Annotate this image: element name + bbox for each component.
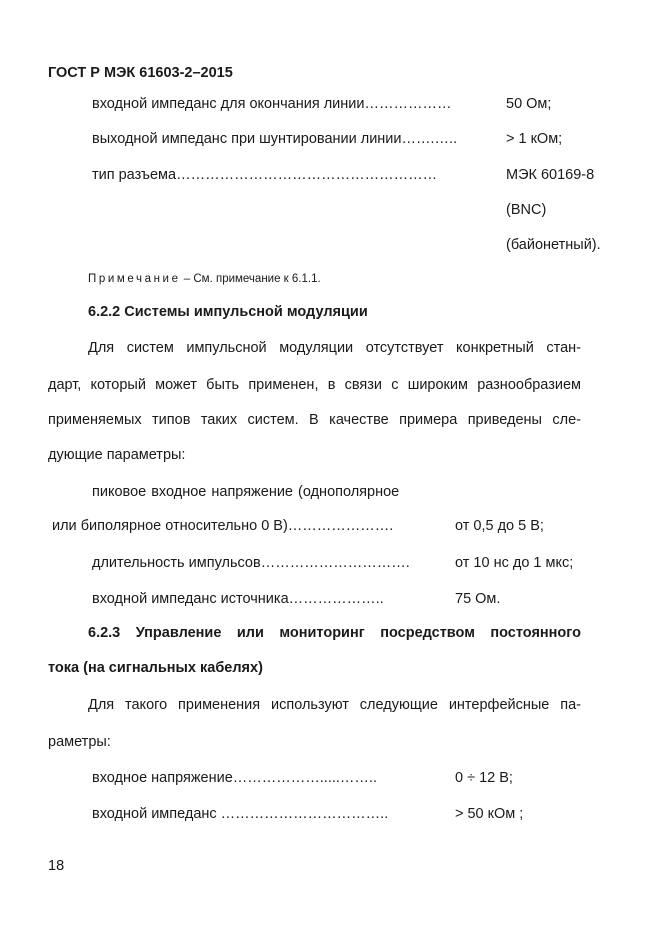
param-value: > 1 кОм; [506, 131, 563, 147]
param-value-continuation: (BNC) [506, 202, 547, 218]
section-heading: 6.2.2 Системы импульсной модуляции [88, 304, 368, 320]
param-label: тип разъема……………………………………………… [92, 167, 438, 183]
param-value: от 10 нс до 1 мкс; [455, 555, 574, 571]
param-label: длительность импульсов…………………………. [92, 555, 410, 571]
param-label: входной импеданс для окончания линии……………… [92, 96, 452, 112]
param-label: входной импеданс источника……………….. [92, 591, 384, 607]
param-value: МЭК 60169-8 [506, 167, 595, 183]
param-label: входной импеданс …………………………….. [92, 806, 389, 822]
section-heading: 6.2.3 Управление или мониторинг посредством постоянного [88, 625, 581, 641]
paragraph-line: раметры: [48, 734, 111, 750]
param-label: пиковое входное напряжение (однополярное [92, 484, 400, 500]
paragraph-line: Для систем импульсной модуляции отсутствует конкретный стан- [88, 340, 581, 356]
paragraph-line: Для такого применения используют следующие интерфейсные па- [88, 697, 581, 713]
note-prefix: Примечание [88, 273, 181, 285]
paragraph-line: дующие параметры: [48, 447, 186, 463]
param-value: 0 ÷ 12 В; [455, 770, 513, 786]
param-label: или биполярное относительно 0 В)…………………. [52, 518, 394, 534]
paragraph-line: применяемых типов таких систем. В качестве примера приведены сле- [48, 412, 581, 428]
param-value: > 50 кОм ; [455, 806, 524, 822]
param-value-continuation: (байонетный). [506, 237, 601, 253]
paragraph-line: дарт, который может быть применен, в связи с широким разнообразием [48, 377, 581, 393]
param-label: выходной импеданс при шунтировании линии…….….. [92, 131, 458, 147]
param-value: 75 Ом. [455, 591, 501, 607]
page-number: 18 [48, 858, 65, 874]
section-heading-continuation: тока (на сигнальных кабелях) [48, 660, 263, 676]
param-value: от 0,5 до 5 В; [455, 518, 544, 534]
document-header: ГОСТ Р МЭК 61603-2–2015 [48, 65, 233, 81]
param-label: входное напряжение……………….....…….. [92, 770, 377, 786]
note-text: – См. примечание к 6.1.1. [180, 273, 321, 285]
note [88, 271, 321, 287]
param-value: 50 Ом; [506, 96, 552, 112]
